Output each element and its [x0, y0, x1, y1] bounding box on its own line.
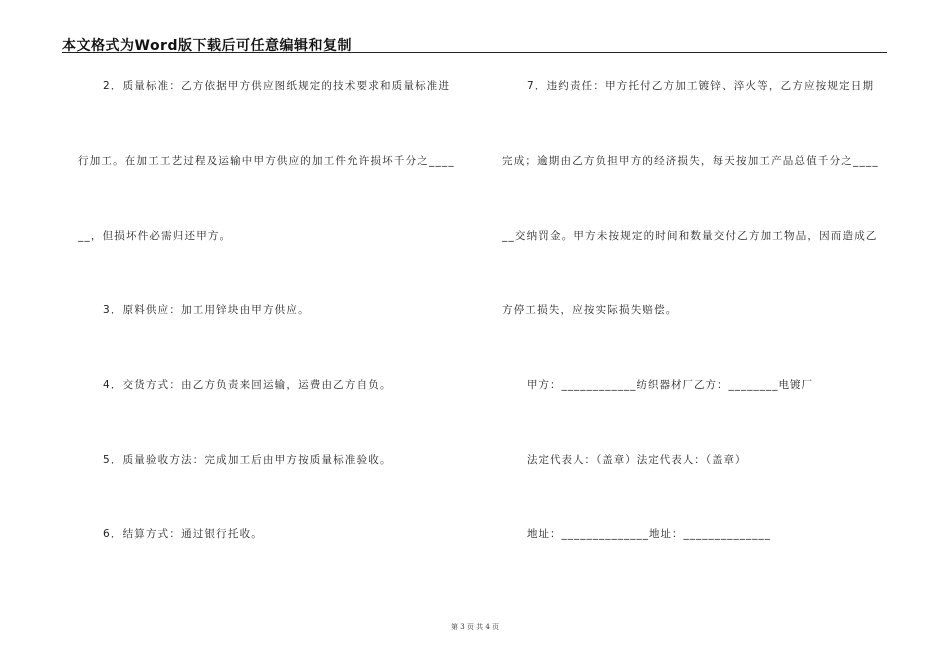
clause-7-line-3: __交纳罚金。甲方未按规定的时间和数量交付乙方加工物品，因而造成乙: [502, 230, 878, 242]
clause-6: 6．结算方式：通过银行托收。: [103, 528, 263, 540]
clause-2-line-1: 2．质量标准：乙方依据甲方供应图纸规定的技术要求和质量标准进: [103, 80, 451, 92]
clause-7-line-1: 7．违约责任：甲方托付乙方加工镀锌、淬火等，乙方应按规定日期: [527, 80, 875, 92]
clause-7-line-2: 完成；逾期由乙方负担甲方的经济损失，每天按加工产品总值千分之____: [502, 155, 879, 167]
address-line: 地址：______________地址：______________: [527, 528, 771, 540]
clause-5: 5．质量验收方法：完成加工后由甲方按质量标准验收。: [103, 454, 392, 466]
page-number: 第 3 页 共 4 页: [450, 623, 500, 631]
clause-2-line-3: __，但损坏件必需归还甲方。: [78, 230, 232, 242]
clause-7-line-4: 方停工损失，应按实际损失赔偿。: [502, 304, 678, 316]
clause-2-line-2: 行加工。在加工工艺过程及运输中甲方供应的加工件允许损坏千分之____: [78, 155, 455, 167]
clause-3: 3．原料供应：加工用锌块由甲方供应。: [103, 304, 310, 316]
header-divider: [62, 52, 887, 53]
clause-4: 4．交货方式：由乙方负责来回运输，运费由乙方自负。: [103, 379, 392, 391]
legal-representative-line: 法定代表人：（盖章）法定代表人：（盖章）: [527, 454, 747, 466]
party-signature-line: 甲方：____________纺织器材厂乙方：________电镀厂: [527, 379, 813, 391]
document-header-title: 本文格式为Word版下载后可任意编辑和复制: [62, 38, 352, 54]
